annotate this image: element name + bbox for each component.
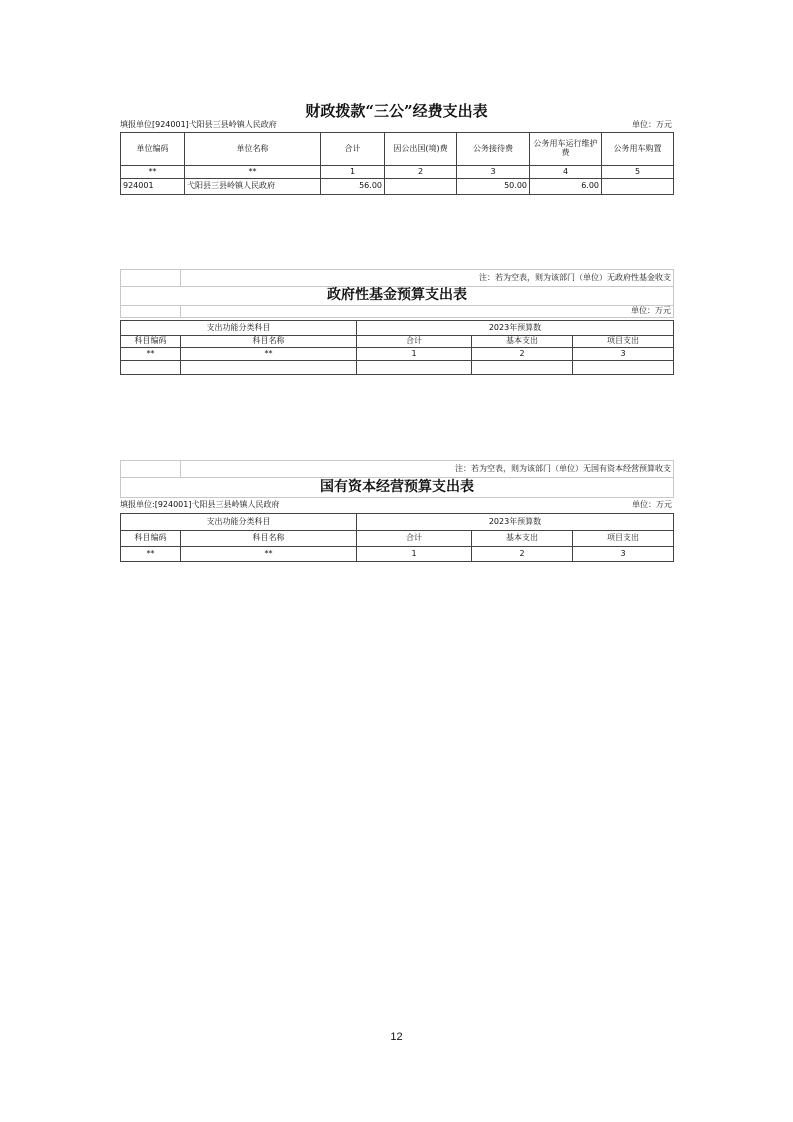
header-cell: 项目支出 (573, 336, 674, 348)
table1-unit: 单位：万元 (632, 120, 672, 129)
index-cell: 3 (573, 348, 674, 361)
table3-group-row (121, 514, 674, 531)
overseas-cell (385, 179, 457, 195)
table2-header-row (121, 336, 674, 348)
vehicle-purchase-cell (602, 179, 674, 195)
total-cell: 56.00 (321, 179, 385, 195)
table2 (120, 320, 674, 375)
index-cell: 4 (530, 166, 602, 179)
header-cell: 基本支出 (472, 336, 573, 348)
index-cell: ** (121, 348, 181, 361)
table2-unit: 单位：万元 (181, 306, 674, 318)
group-header-cell: 支出功能分类科目 (121, 321, 357, 336)
table1-fill-unit: 填报单位[924001]弋阳县三县岭镇人民政府 (120, 120, 277, 129)
table1-index-row (121, 166, 674, 179)
table1 (120, 132, 674, 195)
index-cell: 3 (573, 547, 674, 562)
header-cell: 科目名称 (181, 336, 357, 348)
index-cell: 2 (385, 166, 457, 179)
header-cell: 合计 (357, 336, 472, 348)
index-cell: ** (121, 547, 181, 562)
header-cell: 公务用车运行维护费 (530, 133, 602, 166)
header-cell: 科目编码 (121, 531, 181, 547)
table2-group-row (121, 321, 674, 336)
index-cell: 1 (321, 166, 385, 179)
header-cell: 科目名称 (181, 531, 357, 547)
index-cell: ** (181, 547, 357, 562)
index-cell: 2 (472, 547, 573, 562)
index-cell: ** (185, 166, 321, 179)
reception-cell: 50.00 (457, 179, 530, 195)
table3-note: 注：若为空表，则为该部门（单位）无国有资本经营预算收支 (181, 461, 674, 478)
table1-header-row (121, 133, 674, 166)
header-cell: 科目编码 (121, 336, 181, 348)
table3-top-grid (120, 460, 674, 498)
table3 (120, 513, 674, 562)
index-cell: 5 (602, 166, 674, 179)
group-header-cell: 2023年预算数 (357, 514, 674, 531)
table2-title: 政府性基金预算支出表 (121, 287, 674, 306)
index-cell: ** (121, 166, 185, 179)
table3-title: 国有资本经营预算支出表 (121, 478, 674, 498)
group-header-cell: 支出功能分类科目 (121, 514, 357, 531)
header-cell: 公务用车购置 (602, 133, 674, 166)
table1-title: 财政拨款“三公”经费支出表 (305, 102, 488, 120)
header-cell: 合计 (357, 531, 472, 547)
table2-top-grid (120, 269, 674, 318)
unit-code-cell: 924001 (121, 179, 185, 195)
header-cell: 单位编码 (121, 133, 185, 166)
table-row (121, 361, 674, 375)
index-cell: 1 (357, 547, 472, 562)
index-cell: 3 (457, 166, 530, 179)
vehicle-maint-cell: 6.00 (530, 179, 602, 195)
table3-unit: 单位：万元 (632, 500, 672, 509)
group-header-cell: 2023年预算数 (357, 321, 674, 336)
table3-index-row (121, 547, 674, 562)
table3-fill-unit: 填报单位:[924001]弋阳县三县岭镇人民政府 (120, 500, 280, 509)
table2-index-row (121, 348, 674, 361)
table2-note: 注：若为空表，则为该部门（单位）无政府性基金收支 (181, 270, 674, 287)
index-cell: ** (181, 348, 357, 361)
header-cell: 合计 (321, 133, 385, 166)
index-cell: 1 (357, 348, 472, 361)
page-number: 12 (390, 1031, 403, 1043)
header-cell: 公务接待费 (457, 133, 530, 166)
header-cell: 因公出国(境)费 (385, 133, 457, 166)
header-cell: 单位名称 (185, 133, 321, 166)
unit-name-cell: 弋阳县三县岭镇人民政府 (185, 179, 321, 195)
index-cell: 2 (472, 348, 573, 361)
table3-header-row (121, 531, 674, 547)
table-row (121, 179, 674, 195)
header-cell: 基本支出 (472, 531, 573, 547)
header-cell: 项目支出 (573, 531, 674, 547)
